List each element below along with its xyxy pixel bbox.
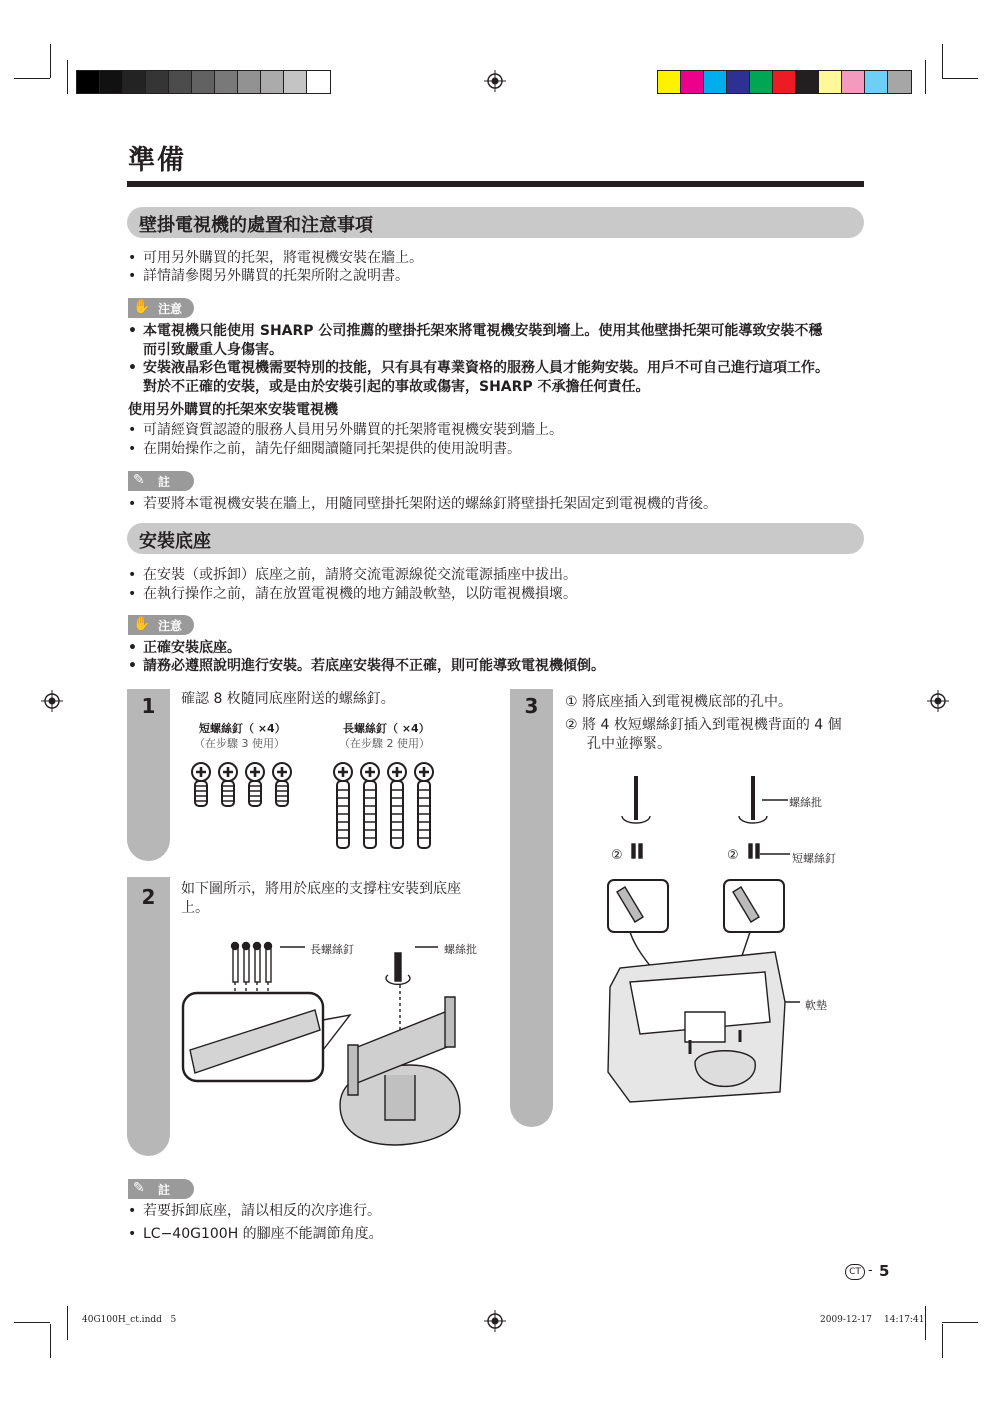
long-screw-callout: 長螺絲釘 — [310, 943, 354, 956]
note-tag: ✎ 註 — [128, 1179, 194, 1199]
section-title: 壁掛電視機的處置和注意事項 — [139, 215, 373, 236]
crop-mark — [67, 1306, 68, 1340]
screwdriver-callout: 螺絲批 — [444, 943, 477, 956]
list-item: • 在執行操作之前，請在放置電視機的地方鋪設軟墊，以防電視機損壞。 — [128, 585, 577, 604]
registration-mark-icon — [927, 690, 949, 712]
color-swatch — [169, 71, 192, 93]
long-screw-icon — [334, 763, 352, 848]
list-item: • 安裝液晶彩色電視機需要特別的技能，只有具有專業資格的服務人員才能夠安裝。用戶不可自己進行這項工作。 對於不正確的安裝，或是由於安裝引起的事故或傷害，SHARP 不承擔任何責任。 — [128, 359, 829, 397]
crop-mark — [925, 1306, 926, 1340]
crop-mark — [942, 1322, 978, 1323]
color-swatch — [704, 71, 727, 93]
grayscale-color-bar — [76, 70, 331, 94]
step-1-text: 確認 8 枚隨同底座附送的螺絲釘。 — [181, 691, 395, 707]
section-heading-wall-mount — [127, 207, 864, 238]
short-screw-icon — [273, 763, 291, 806]
crop-mark — [50, 44, 51, 78]
short-screw-icon — [192, 763, 210, 806]
callout-number: ② — [727, 848, 739, 863]
color-swatch — [681, 71, 704, 93]
short-screw-callout: 短螺絲釘 — [792, 852, 836, 865]
step-number: 3 — [524, 694, 539, 718]
caution-tag: ✋ 注意 — [128, 298, 194, 318]
registration-mark-icon — [484, 70, 506, 92]
list-item: • 請務必遵照說明進行安裝。若底座安裝得不正確，則可能導致電視機傾倒。 — [128, 657, 605, 676]
list-item: • 在安裝（或拆卸）底座之前，請將交流電源線從交流電源插座中拔出。 — [128, 566, 577, 585]
list-item: • 可用另外購買的托架，將電視機安裝在牆上。 — [128, 249, 423, 268]
page-number-sep: - — [868, 1263, 873, 1278]
long-screw-label: 長螺絲釘（ ×4） — [343, 722, 430, 735]
callout-number: ② — [611, 848, 623, 863]
color-swatch — [865, 71, 888, 93]
footer-date: 2009-12-17 — [820, 1315, 872, 1325]
caution-tag: ✋ 注意 — [128, 615, 194, 635]
list-item: • 若要拆卸底座，請以相反的次序進行。 — [128, 1202, 381, 1221]
crop-mark — [67, 60, 68, 94]
step-2-text: 如下圖所示，將用於底座的支撐柱安裝到底座 上。 — [181, 881, 461, 916]
long-screw-icon — [415, 763, 433, 848]
color-swatch — [658, 71, 681, 93]
color-swatch — [727, 71, 750, 93]
color-swatch — [796, 71, 819, 93]
title-rule — [127, 181, 864, 187]
registration-mark-icon — [41, 690, 63, 712]
long-screw-note: （在步驟 2 使用） — [339, 737, 430, 750]
crop-mark — [942, 44, 943, 78]
color-swatch — [307, 71, 330, 93]
page-title: 準備 — [128, 145, 186, 176]
list-item: • 本電視機只能使用 SHARP 公司推薦的壁掛托架來將電視機安裝到墻上。使用其他壁掛托架可能導致安裝不穩 而引致嚴重人身傷害。 — [128, 322, 822, 360]
note-tag: ✎ 註 — [128, 471, 194, 491]
color-swatch — [773, 71, 796, 93]
screws-illustration — [184, 760, 444, 852]
color-swatch — [284, 71, 307, 93]
crop-mark — [14, 1322, 50, 1323]
color-swatch — [215, 71, 238, 93]
step-3-item-2-cont: 孔中並擰緊。 — [587, 736, 671, 752]
step-number: 1 — [141, 694, 156, 718]
pencil-icon: ✎ — [133, 1180, 145, 1196]
list-item: • 在開始操作之前，請先仔細閱讀隨同托架提供的使用說明書。 — [128, 440, 521, 459]
step-3-item-2: ② 將 4 枚短螺絲釘插入到電視機背面的 4 個 — [565, 717, 842, 733]
tv-attach-illustration — [600, 772, 800, 1110]
crop-mark — [14, 78, 50, 79]
short-screw-icon — [219, 763, 237, 806]
color-swatch — [77, 71, 100, 93]
step-2-bar — [127, 877, 170, 1156]
language-badge: CT — [845, 1264, 865, 1280]
long-screw-icon — [388, 763, 406, 848]
pad-callout: 軟墊 — [805, 999, 827, 1012]
footer-time: 14:17:41 — [884, 1315, 925, 1325]
process-color-bar — [657, 70, 912, 94]
step-3-bar — [510, 689, 553, 1127]
stand-assembly-illustration — [180, 935, 485, 1150]
list-item: • 若要將本電視機安裝在牆上，用隨同壁掛托架附送的螺絲釘將壁掛托架固定到電視機的背後。 — [128, 495, 717, 514]
list-item: • 詳情請參閱另外購買的托架所附之說明書。 — [128, 267, 409, 286]
list-item: • LC−40G100H 的腳座不能調節角度。 — [128, 1225, 383, 1244]
hand-icon: ✋ — [133, 299, 151, 315]
section-title: 安裝底座 — [139, 531, 211, 552]
color-swatch — [192, 71, 215, 93]
footer-filename: 40G100H_ct.indd 5 — [82, 1315, 177, 1325]
pencil-icon: ✎ — [133, 472, 145, 488]
color-swatch — [819, 71, 842, 93]
color-swatch — [750, 71, 773, 93]
color-swatch — [238, 71, 261, 93]
screwdriver-callout: 螺絲批 — [789, 796, 822, 809]
crop-mark — [50, 1324, 51, 1358]
color-swatch — [888, 71, 911, 93]
section-heading-install-stand — [127, 523, 864, 554]
step-3-item-1: ① 將底座插入到電視機底部的孔中。 — [565, 694, 793, 710]
list-item: • 正確安裝底座。 — [128, 639, 241, 658]
page-number: 5 — [879, 1262, 890, 1280]
hand-icon: ✋ — [133, 616, 151, 632]
long-screw-icon — [361, 763, 379, 848]
short-screw-note: （在步驟 3 使用） — [194, 737, 285, 750]
subheading: 使用另外購買的托架來安裝電視機 — [128, 402, 338, 418]
crop-mark — [942, 1324, 943, 1358]
registration-mark-icon — [484, 1310, 506, 1332]
step-number: 2 — [141, 885, 156, 909]
short-screw-label: 短螺絲釘（ ×4） — [199, 722, 286, 735]
short-screw-icon — [246, 763, 264, 806]
crop-mark — [925, 60, 926, 94]
color-swatch — [146, 71, 169, 93]
color-swatch — [842, 71, 865, 93]
crop-mark — [942, 78, 978, 79]
color-swatch — [123, 71, 146, 93]
color-swatch — [261, 71, 284, 93]
color-swatch — [100, 71, 123, 93]
list-item: • 可請經資質認證的服務人員用另外購買的托架將電視機安裝到牆上。 — [128, 421, 563, 440]
